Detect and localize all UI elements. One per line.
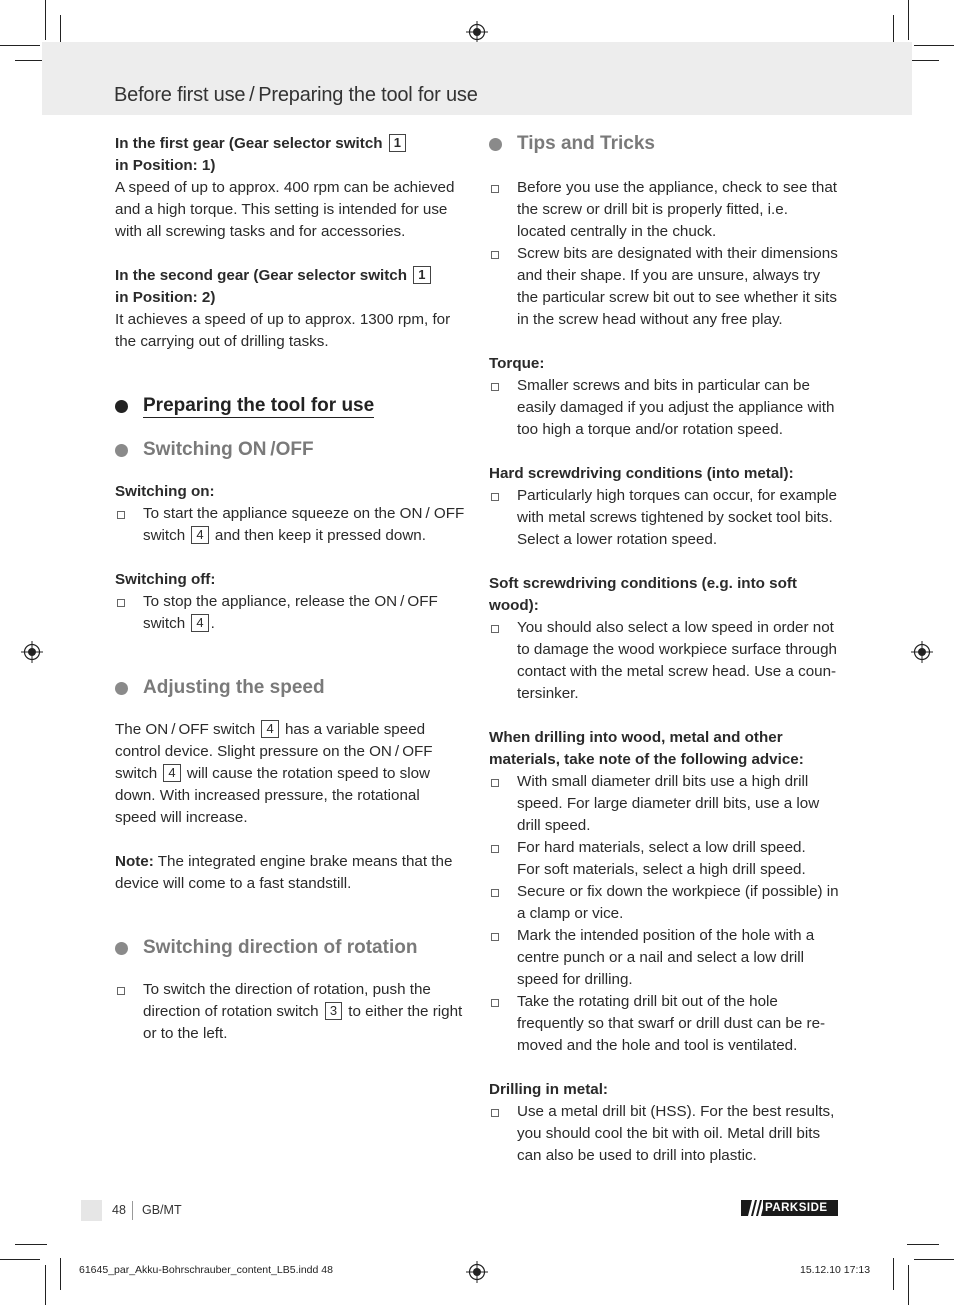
- list-item: Secure or fix down the workpiece (if possible) in a clamp or vice.: [489, 881, 839, 925]
- checkbox-bullet-icon: [117, 599, 125, 607]
- checkbox-bullet-icon: [491, 889, 499, 897]
- subsection-heading: Switching direction of rotation: [115, 935, 465, 961]
- metal-list: [489, 1101, 839, 1167]
- list-item: Use a metal drill bit (HSS). For the best results, you should cool the bit with oil. Metal drill bits can also be used to drill into plastic.: [489, 1101, 839, 1167]
- list-item: For hard materials, select a low drill speed. For soft materials, select a high drill speed.: [489, 837, 839, 881]
- subsection-heading: Tips and Tricks: [489, 131, 839, 157]
- soft-label: Soft screwdriving conditions (e.g. into soft wood):: [489, 575, 797, 614]
- crop-mark: [45, 1265, 46, 1305]
- part-number-box: 4: [191, 614, 208, 632]
- crop-mark: [907, 1244, 939, 1245]
- crop-mark: [60, 1258, 61, 1290]
- heading-bullet-icon: [115, 400, 128, 413]
- slug-filename: 61645_par_Akku-Bohrschrauber_content_LB5.indd 48: [79, 1264, 333, 1276]
- part-number-box: 4: [163, 764, 180, 782]
- heading-bullet-icon: [115, 444, 128, 457]
- crop-mark: [0, 1259, 40, 1260]
- registration-mark-icon: [911, 641, 933, 663]
- footer-divider: [132, 1201, 133, 1220]
- page-title: Before first use / Preparing the tool for use: [114, 84, 478, 106]
- torque-list: [489, 375, 839, 441]
- part-number-box: 1: [389, 134, 406, 152]
- switching-off-label: Switching off:: [115, 571, 216, 588]
- list-item: Particularly high torques can occur, for example with metal screws tightened by socket tool bits. Select a lower rotation speed.: [489, 485, 839, 551]
- registration-mark-icon: [466, 21, 488, 43]
- tips-list: [489, 177, 839, 331]
- list-item: With small diameter drill bits use a high drill speed. For large diameter drill bits, use a low drill speed.: [489, 771, 839, 837]
- section-heading: Preparing the tool for use: [115, 393, 465, 419]
- crop-mark: [914, 1259, 954, 1260]
- right-column: [489, 133, 839, 1167]
- page-number: 48: [112, 1203, 126, 1217]
- list-item: Mark the intended position of the hole with a centre punch or a nail and select a low drill speed for drilling.: [489, 925, 839, 991]
- crop-mark: [893, 1258, 894, 1290]
- gear2-text: It achieves a speed of up to approx. 1300 rpm, for the carrying out of drilling tasks.: [115, 311, 451, 350]
- checkbox-bullet-icon: [491, 493, 499, 501]
- logo-stripes-icon: [745, 1200, 763, 1216]
- checkbox-bullet-icon: [117, 511, 125, 519]
- list-item: Take the rotating drill bit out of the hole frequently so that swarf or drill dust can be re-moved and the hole and tool is ventilated.: [489, 991, 839, 1057]
- speed-text: The ON / OFF switch 4 has a variable speed control device. Slight pressure on the ON / OFF switch 4 will cause the rotation speed to slow down. With increased pressure, the rotational speed will increase.: [115, 721, 433, 826]
- hard-label: Hard screwdriving conditions (into metal):: [489, 465, 794, 482]
- list-item: To stop the appliance, release the ON / OFF switch 4 .: [115, 591, 465, 635]
- heading-bullet-icon: [115, 942, 128, 955]
- footer-tab: [81, 1200, 102, 1221]
- rotation-list: [115, 979, 465, 1045]
- note-text: Note: The integrated engine brake means that the device will come to a fast standstill.: [115, 853, 453, 892]
- gear2-heading: In the second gear (Gear selector switch 1 in Position: 2): [115, 265, 465, 309]
- list-item: Before you use the appliance, check to see that the screw or drill bit is properly fitted, i.e. located centrally in the chuck.: [489, 177, 839, 243]
- part-number-box: 1: [413, 266, 430, 284]
- subsection-heading: Adjusting the speed: [115, 675, 465, 701]
- crop-mark: [908, 1265, 909, 1305]
- crop-mark: [914, 45, 954, 46]
- part-number-box: 3: [325, 1002, 342, 1020]
- metal-label: Drilling in metal:: [489, 1081, 608, 1098]
- crop-mark: [0, 45, 40, 46]
- checkbox-bullet-icon: [491, 1109, 499, 1117]
- switching-on-label: Switching on:: [115, 483, 215, 500]
- language-code: GB/MT: [142, 1203, 182, 1217]
- checkbox-bullet-icon: [491, 625, 499, 633]
- subsection-heading: Switching ON /OFF: [115, 437, 465, 463]
- checkbox-bullet-icon: [491, 779, 499, 787]
- crop-mark: [908, 0, 909, 40]
- checkbox-bullet-icon: [491, 383, 499, 391]
- checkbox-bullet-icon: [117, 987, 125, 995]
- checkbox-bullet-icon: [491, 845, 499, 853]
- registration-mark-icon: [466, 1261, 488, 1283]
- switching-off-list: [115, 591, 465, 635]
- checkbox-bullet-icon: [491, 185, 499, 193]
- checkbox-bullet-icon: [491, 999, 499, 1007]
- torque-label: Torque:: [489, 355, 545, 372]
- hard-list: [489, 485, 839, 551]
- gear1-text: A speed of up to approx. 400 rpm can be achieved and a high torque. This setting is intended for use with all screwing tasks and for accessories.: [115, 179, 455, 240]
- checkbox-bullet-icon: [491, 251, 499, 259]
- list-item: To start the appliance squeeze on the ON / OFF switch 4 and then keep it pressed down.: [115, 503, 465, 547]
- brand-logo: PARKSIDE: [741, 1200, 838, 1216]
- drill-label: When drilling into wood, metal and other materials, take note of the following advice:: [489, 729, 804, 768]
- part-number-box: 4: [261, 720, 278, 738]
- list-item: Screw bits are designated with their dimensions and their shape. If you are unsure, always try the particular screw bit out to see whether it sits in the screw head without any free play.: [489, 243, 839, 331]
- drill-list: [489, 771, 839, 1057]
- switching-on-list: [115, 503, 465, 547]
- gear1-heading: In the first gear (Gear selector switch 1 in Position: 1): [115, 133, 465, 177]
- list-item: You should also select a low speed in order not to damage the wood workpiece surface through contact with the metal screw head. Use a coun-tersinker.: [489, 617, 839, 705]
- part-number-box: 4: [191, 526, 208, 544]
- list-item: To switch the direction of rotation, push the direction of rotation switch 3 to either the right or to the left.: [115, 979, 465, 1045]
- crop-mark: [45, 0, 46, 40]
- heading-bullet-icon: [115, 682, 128, 695]
- soft-list: [489, 617, 839, 705]
- crop-mark: [15, 1244, 47, 1245]
- list-item: Smaller screws and bits in particular can be easily damaged if you adjust the appliance with too high a torque and/or rotation speed.: [489, 375, 839, 441]
- checkbox-bullet-icon: [491, 933, 499, 941]
- heading-bullet-icon: [489, 138, 502, 151]
- left-column: [115, 133, 465, 1045]
- slug-date: 15.12.10 17:13: [800, 1264, 871, 1276]
- registration-mark-icon: [21, 641, 43, 663]
